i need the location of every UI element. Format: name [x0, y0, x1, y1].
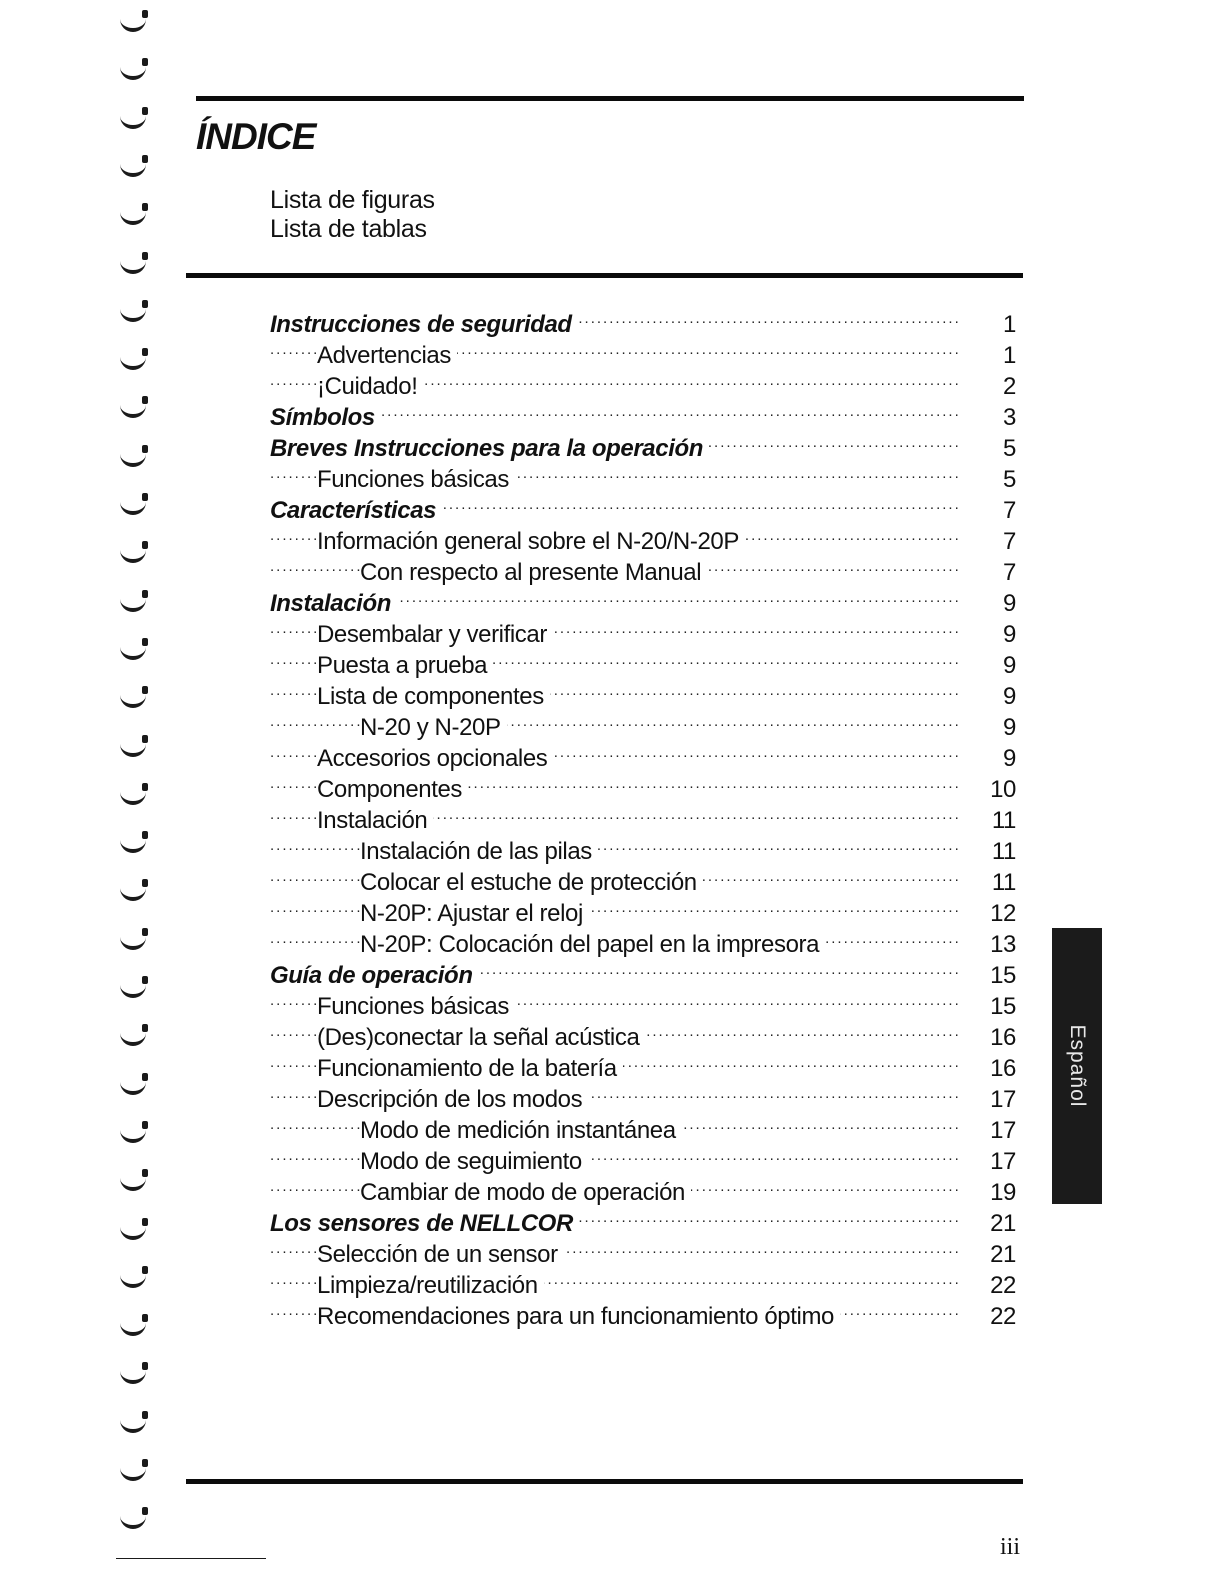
- toc-entry[interactable]: [270, 650, 1020, 681]
- toc-entry-page: 11: [968, 805, 1016, 836]
- toc-entry-label: Características: [270, 495, 442, 526]
- binding-ring: [120, 1318, 146, 1336]
- table-of-contents: [270, 309, 1020, 1332]
- spiral-binding: [112, 0, 152, 1584]
- toc-entry-label: (Des)conectar la señal acústica: [317, 1022, 645, 1053]
- toc-entry[interactable]: [270, 433, 1020, 464]
- toc-entry-label: N-20 y N-20P: [360, 712, 507, 743]
- toc-entry[interactable]: [270, 1053, 1020, 1084]
- toc-entry[interactable]: [270, 340, 1020, 371]
- toc-entry[interactable]: [270, 1084, 1020, 1115]
- list-of-tables-link[interactable]: Lista de tablas: [270, 215, 427, 243]
- toc-entry[interactable]: [270, 1177, 1020, 1208]
- toc-entry-label: Colocar el estuche de protección: [360, 867, 703, 898]
- toc-entry-page: 15: [968, 960, 1016, 991]
- binding-ring: [120, 1222, 146, 1240]
- toc-entry[interactable]: [270, 402, 1020, 433]
- toc-entry[interactable]: [270, 371, 1020, 402]
- toc-entry-label: Información general sobre el N-20/N-20P: [317, 526, 745, 557]
- toc-entry[interactable]: [270, 867, 1020, 898]
- toc-entry[interactable]: [270, 526, 1020, 557]
- front-lists: [270, 186, 435, 244]
- page-title: ÍNDICE: [196, 116, 316, 157]
- toc-entry-label: Selección de un sensor: [317, 1239, 564, 1270]
- toc-entry[interactable]: [270, 557, 1020, 588]
- toc-entry-page: 9: [968, 743, 1016, 774]
- binding-ring: [120, 449, 146, 467]
- toc-entry-page: 5: [968, 464, 1016, 495]
- toc-entry-page: 1: [968, 340, 1016, 371]
- page-number: iii: [999, 1534, 1020, 1560]
- toc-entry[interactable]: [270, 991, 1020, 1022]
- toc-entry-page: 19: [968, 1177, 1016, 1208]
- binding-ring: [120, 256, 146, 274]
- binding-ring: [120, 980, 146, 998]
- binding-ring: [120, 111, 146, 129]
- toc-entry[interactable]: [270, 619, 1020, 650]
- binding-ring: [120, 1173, 146, 1191]
- toc-entry-label: Advertencias: [317, 340, 457, 371]
- toc-entry-label: Guía de operación: [270, 960, 479, 991]
- toc-entry[interactable]: [270, 1022, 1020, 1053]
- toc-entry-page: 11: [968, 836, 1016, 867]
- toc-entry-label: Breves Instrucciones para la operación: [270, 433, 709, 464]
- binding-ring: [120, 642, 146, 660]
- binding-ring: [120, 62, 146, 80]
- binding-ring: [120, 1125, 146, 1143]
- toc-entry-page: 11: [968, 867, 1016, 898]
- binding-ring: [120, 352, 146, 370]
- binding-ring: [120, 304, 146, 322]
- toc-entry[interactable]: [270, 929, 1020, 960]
- toc-entry-page: 17: [968, 1084, 1016, 1115]
- binding-ring: [120, 1511, 146, 1529]
- toc-entry-label: ¡Cuidado!: [317, 371, 423, 402]
- binding-ring: [120, 1270, 146, 1288]
- footer-line: [116, 1558, 266, 1559]
- toc-entry-page: 9: [968, 619, 1016, 650]
- toc-entry-page: 21: [968, 1208, 1016, 1239]
- toc-entry[interactable]: [270, 309, 1020, 340]
- toc-entry[interactable]: [270, 743, 1020, 774]
- toc-entry-page: 22: [968, 1301, 1016, 1332]
- bottom-rule: [186, 1479, 1023, 1484]
- binding-ring: [120, 932, 146, 950]
- language-tab[interactable]: [1052, 928, 1102, 1204]
- toc-entry[interactable]: [270, 1270, 1020, 1301]
- toc-entry-page: 10: [968, 774, 1016, 805]
- toc-entry-label: N-20P: Ajustar el reloj: [360, 898, 589, 929]
- toc-entry-page: 9: [968, 650, 1016, 681]
- toc-entry[interactable]: [270, 898, 1020, 929]
- toc-entry-label: Funciones básicas: [317, 464, 515, 495]
- toc-entry-label: Modo de medición instantánea: [360, 1115, 682, 1146]
- toc-entry-label: Los sensores de NELLCOR: [270, 1208, 579, 1239]
- binding-ring: [120, 787, 146, 805]
- toc-entry-label: Recomendaciones para un funcionamiento óptimo: [317, 1301, 840, 1332]
- toc-entry[interactable]: [270, 712, 1020, 743]
- toc-entry-page: 12: [968, 898, 1016, 929]
- binding-ring: [120, 1028, 146, 1046]
- binding-ring: [120, 497, 146, 515]
- toc-entry[interactable]: [270, 805, 1020, 836]
- toc-entry-label: Modo de seguimiento: [360, 1146, 588, 1177]
- binding-ring: [120, 14, 146, 32]
- toc-entry[interactable]: [270, 1115, 1020, 1146]
- binding-ring: [120, 739, 146, 757]
- toc-entry[interactable]: [270, 681, 1020, 712]
- toc-entry-page: 13: [968, 929, 1016, 960]
- toc-entry-page: 17: [968, 1115, 1016, 1146]
- toc-entry-label: Puesta a prueba: [317, 650, 493, 681]
- binding-ring: [120, 1415, 146, 1433]
- toc-entry-label: Símbolos: [270, 402, 381, 433]
- toc-entry-page: 7: [968, 495, 1016, 526]
- toc-entry-label: Instalación: [270, 588, 397, 619]
- toc-entry-label: Funciones básicas: [317, 991, 515, 1022]
- toc-entry-page: 7: [968, 526, 1016, 557]
- toc-entry-page: 15: [968, 991, 1016, 1022]
- toc-entry-page: 7: [968, 557, 1016, 588]
- toc-entry-label: Accesorios opcionales: [317, 743, 553, 774]
- toc-entry-page: 22: [968, 1270, 1016, 1301]
- binding-ring: [120, 400, 146, 418]
- toc-entry-page: 3: [968, 402, 1016, 433]
- toc-entry-label: Instrucciones de seguridad: [270, 309, 578, 340]
- toc-entry-page: 16: [968, 1022, 1016, 1053]
- toc-entry[interactable]: [270, 1208, 1020, 1239]
- binding-ring: [120, 159, 146, 177]
- toc-entry[interactable]: [270, 495, 1020, 526]
- toc-entry-page: 2: [968, 371, 1016, 402]
- toc-entry-label: Componentes: [317, 774, 468, 805]
- toc-entry[interactable]: [270, 1301, 1020, 1332]
- binding-ring: [120, 835, 146, 853]
- toc-entry[interactable]: [270, 836, 1020, 867]
- toc-entry-label: Instalación de las pilas: [360, 836, 598, 867]
- list-of-figures-link[interactable]: Lista de figuras: [270, 186, 435, 214]
- toc-entry[interactable]: [270, 464, 1020, 495]
- toc-entry[interactable]: [270, 1146, 1020, 1177]
- toc-entry[interactable]: [270, 960, 1020, 991]
- language-tab-label: Español: [1066, 1024, 1089, 1108]
- binding-ring: [120, 207, 146, 225]
- toc-entry-label: Cambiar de modo de operación: [360, 1177, 691, 1208]
- binding-ring: [120, 545, 146, 563]
- toc-entry-page: 9: [968, 588, 1016, 619]
- toc-entry-page: 9: [968, 681, 1016, 712]
- toc-entry-label: Limpieza/reutilización: [317, 1270, 544, 1301]
- toc-entry-label: Descripción de los modos: [317, 1084, 588, 1115]
- toc-entry[interactable]: [270, 774, 1020, 805]
- toc-entry-label: Funcionamiento de la batería: [317, 1053, 623, 1084]
- binding-ring: [120, 883, 146, 901]
- section-rule: [186, 273, 1023, 278]
- toc-entry-page: 5: [968, 433, 1016, 464]
- top-rule: [196, 96, 1024, 101]
- toc-entry-page: 21: [968, 1239, 1016, 1270]
- toc-entry-label: Lista de componentes: [317, 681, 550, 712]
- toc-entry-page: 17: [968, 1146, 1016, 1177]
- toc-entry-page: 1: [968, 309, 1016, 340]
- binding-ring: [120, 690, 146, 708]
- toc-entry-page: 9: [968, 712, 1016, 743]
- binding-ring: [120, 1077, 146, 1095]
- toc-entry-page: 16: [968, 1053, 1016, 1084]
- toc-entry-label: Con respecto al presente Manual: [360, 557, 707, 588]
- binding-ring: [120, 594, 146, 612]
- binding-ring: [120, 1366, 146, 1384]
- toc-entry-label: N-20P: Colocación del papel en la impresora: [360, 929, 825, 960]
- toc-entry[interactable]: [270, 588, 1020, 619]
- toc-entry-label: Instalación: [317, 805, 433, 836]
- toc-entry[interactable]: [270, 1239, 1020, 1270]
- binding-ring: [120, 1463, 146, 1481]
- toc-entry-label: Desembalar y verificar: [317, 619, 553, 650]
